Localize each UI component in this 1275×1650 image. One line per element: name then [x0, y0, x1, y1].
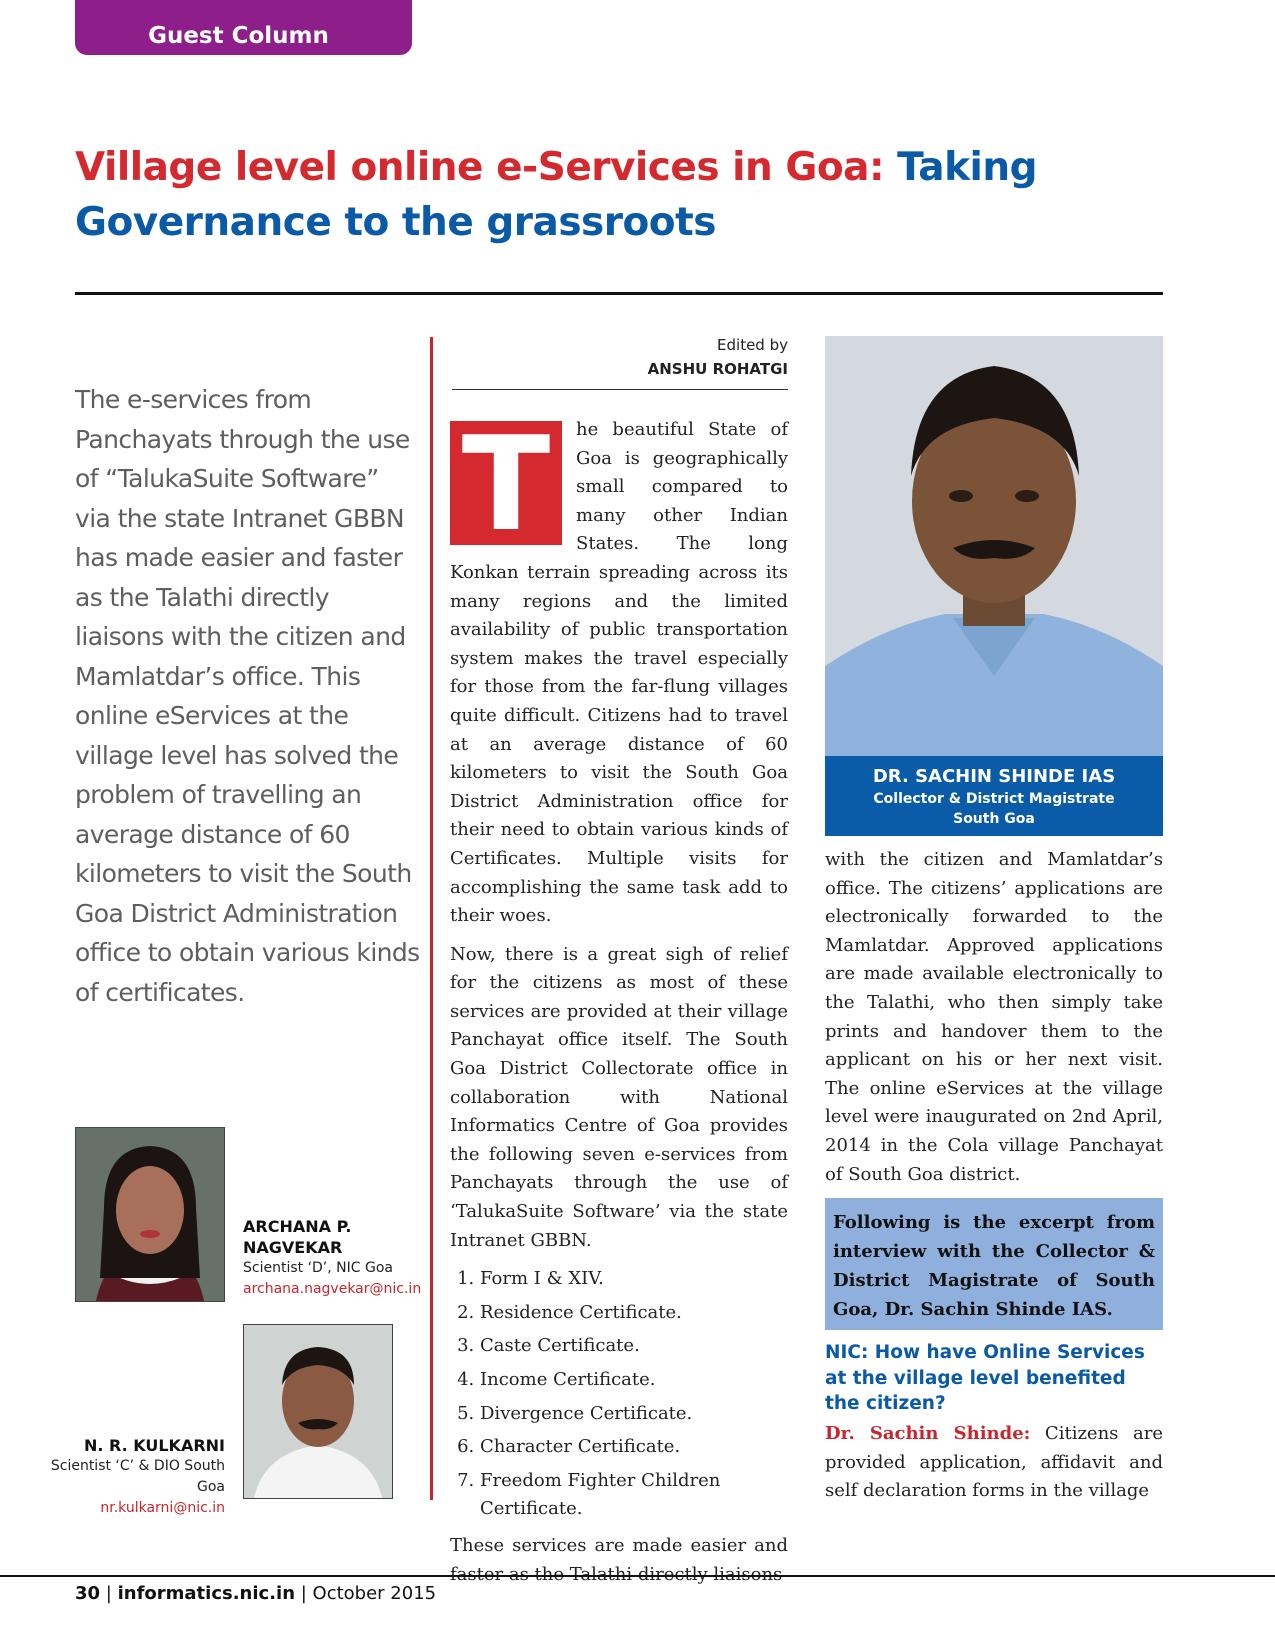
featured-place: South Goa [953, 811, 1035, 827]
portrait-icon [76, 1128, 224, 1301]
portrait-icon [244, 1325, 392, 1498]
editor-label: Edited by [717, 336, 788, 354]
title-divider [75, 292, 1163, 295]
services-list [450, 1265, 788, 1524]
article-body-column-3 [825, 846, 1163, 1189]
footer-site: informatics.nic.in [117, 1583, 296, 1604]
author-photo-2 [243, 1324, 393, 1499]
author-email: nr.kulkarni@nic.in [100, 1500, 225, 1516]
footer-date: October 2015 [312, 1583, 437, 1604]
author-email: archana.nagvekar@nic.in [243, 1281, 422, 1297]
author-name: N. R. KULKARNI [83, 1436, 225, 1455]
editor-credit [452, 333, 788, 381]
list-item: 7. Freedom Fighter Children Certificate. [480, 1467, 788, 1524]
article-body-column [450, 408, 788, 1599]
featured-caption [825, 756, 1163, 836]
article-title [75, 140, 1175, 250]
page-footer: 30 | informatics.nic.in | October 2015 [75, 1583, 437, 1604]
title-part-2: Taking Governance to the grassroots [75, 145, 1038, 245]
body-paragraph-4: with the citizen and Mamlatdar’s office. The citizens’ applications are electronically forwarded to the Mamlatdar. Approved applications are made available electronically to the Talathi, who then simply take prints and handover them to the applicant on his or her next visit. The online eServices at the village level were inaugurated on 2nd April, 2014 in the Cola village Panchayat of South Goa district. [825, 849, 1163, 1185]
author-title: Scientist ‘D’, NIC Goa [243, 1260, 393, 1276]
footer-divider [0, 1575, 1275, 1577]
interview-speaker: Dr. Sachin Shinde: [825, 1423, 1031, 1444]
section-tab: Guest Column [75, 0, 412, 55]
featured-role: Collector & District Magistrate [873, 791, 1115, 807]
body-paragraph-1-text: he beautiful State of Goa is geographically small compared to many other Indian States. The long Konkan terrain spreading across its many regions and the limited availability of public transportation system makes the travel especially for those from the far-flung villages quite difficult. Citizens had to travel at an average distance of 60 kilometers to visit the South Goa District Administration office for their need to obtain various kinds of Certificates. Multiple visits for accomplishing the same task add to their woes. [450, 419, 788, 927]
list-item: 3. Caste Certificate. [480, 1332, 788, 1361]
interview-intro-box: Following is the excerpt from interview with the Collector & District Magistrate of South Goa, Dr. Sachin Shinde IAS. [825, 1198, 1163, 1330]
body-paragraph-1 [450, 408, 788, 931]
list-item: 6. Character Certificate. [480, 1433, 788, 1462]
interview-question: NIC: How have Online Services at the village level benefited the citizen? [825, 1342, 1145, 1414]
author-photo-1 [75, 1127, 225, 1302]
featured-portrait-photo [825, 336, 1163, 756]
drop-cap: T [450, 421, 562, 545]
list-item: 2. Residence Certificate. [480, 1299, 788, 1328]
body-paragraph-3: These services are made easier and [450, 1534, 788, 1556]
page-number: 30 [75, 1583, 101, 1604]
body-paragraph-2: Now, there is a great sigh of relief for the citizens as most of these services are provided at their village Panchayat office itself. The South Goa District Collectorate office in collaboration with National Informatics Centre of Goa provides the following seven e-services from Panchayats through the use of ‘TalukaSuite Software’ via the state Intranet GBBN. [450, 943, 788, 1251]
author-title: Scientist ‘C’ & DIO South Goa [50, 1458, 225, 1495]
list-item: 1. Form I & XIV. [480, 1265, 788, 1294]
list-item: 4. Income Certificate. [480, 1366, 788, 1395]
column-divider [430, 337, 433, 1500]
list-item: 5. Divergence Certificate. [480, 1400, 788, 1429]
author-name: ARCHANA P. NAGVEKAR [243, 1217, 352, 1257]
editor-name: ANSHU ROHATGI [647, 360, 788, 378]
author-card-1 [243, 1216, 443, 1300]
pull-quote: The e-services from Panchayats through the use of “TalukaSuite Software” via the state Intranet GBBN has made easier and faster as the Talathi directly liaisons with the citizen and Mamlatdar’s office. This online eServices at the village level has solved the problem of travelling an average distance of 60 kilometers to visit the South Goa District Administration office to obtain various kinds of certificates. [75, 385, 420, 1007]
interview-answer [825, 1420, 1163, 1506]
editor-divider [452, 389, 788, 390]
featured-name: DR. SACHIN SHINDE IAS [872, 766, 1116, 787]
title-part-1: Village level online e-Services in Goa: [75, 145, 885, 190]
portrait-icon [825, 336, 1163, 756]
author-card-2 [40, 1435, 225, 1519]
interview-answer-text: Citizens are provided application, affidavit and self declaration forms in the village [825, 1423, 1163, 1502]
